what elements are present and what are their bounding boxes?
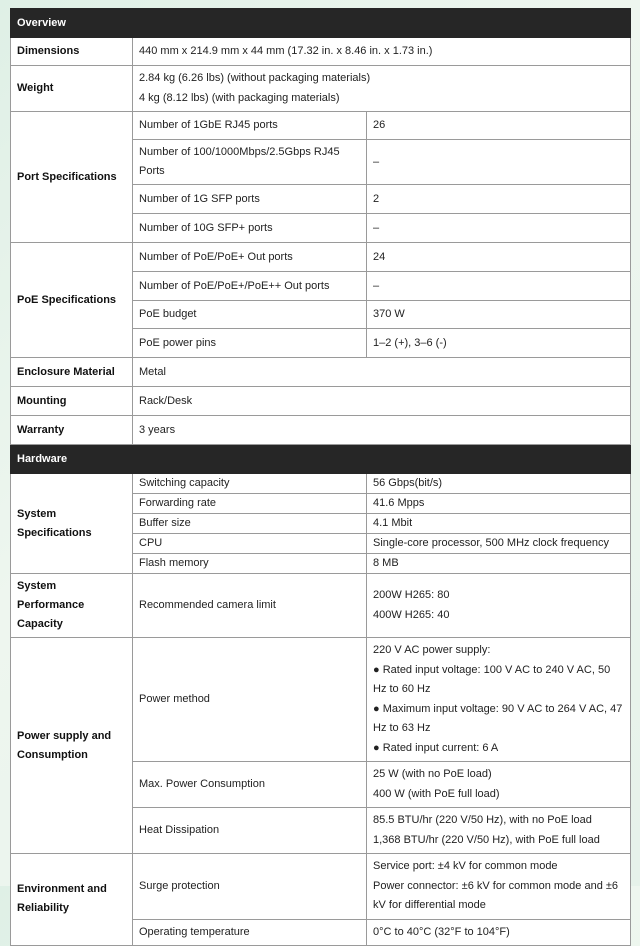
spec-value: –	[367, 272, 631, 301]
row-poe-spec	[11, 243, 631, 272]
value-line: Service port: ±4 kV for common mode	[373, 860, 558, 872]
value-line: 1,368 BTU/hr (220 V/50 Hz), with PoE full load	[373, 833, 600, 846]
value-line: Power connector: ±6 kV for common mode and ±6 kV for differential mode	[373, 879, 619, 911]
spec-value: 1–2 (+), 3–6 (-)	[367, 329, 631, 358]
spec-value: –	[367, 140, 631, 185]
value-line: 25 W (with no PoE load)	[373, 768, 492, 780]
spec-label: System Performance Capacity	[11, 574, 133, 638]
row-mounting	[11, 387, 631, 416]
value-line: 2.84 kg (6.26 lbs) (without packaging materials)	[139, 72, 371, 84]
spec-value: Rack/Desk	[133, 387, 631, 416]
value-line: ● Rated input current: 6 A	[373, 741, 499, 754]
value-line: 400W H265: 40	[373, 608, 450, 621]
spec-name: Surge protection	[133, 854, 367, 920]
spec-value: 370 W	[367, 301, 631, 329]
spec-value: 24	[367, 243, 631, 272]
spec-value: 8 MB	[367, 554, 631, 574]
spec-value: 3 years	[133, 416, 631, 445]
value-line: 220 V AC power supply:	[373, 644, 491, 656]
spec-value: 440 mm x 214.9 mm x 44 mm (17.32 in. x 8.46 in. x 1.73 in.)	[133, 38, 631, 66]
spec-label: Power supply and Consumption	[11, 638, 133, 854]
row-surge	[11, 854, 631, 920]
spec-value: Single-core processor, 500 MHz clock frequency	[367, 534, 631, 554]
spec-name: Number of 10G SFP+ ports	[133, 214, 367, 243]
row-system-spec	[11, 474, 631, 494]
spec-name: Switching capacity	[133, 474, 367, 494]
value-line: 85.5 BTU/hr (220 V/50 Hz), with no PoE load	[373, 814, 592, 826]
spec-name: Number of 100/1000Mbps/2.5Gbps RJ45 Ports	[133, 140, 367, 185]
row-port-spec	[11, 112, 631, 140]
spec-value: –	[367, 214, 631, 243]
section-title: Hardware	[11, 445, 631, 474]
value-line: ● Maximum input voltage: 90 V AC to 264 V AC, 47 Hz to 63 Hz	[373, 702, 623, 734]
spec-label: Dimensions	[11, 38, 133, 66]
spec-name: Buffer size	[133, 514, 367, 534]
spec-value	[367, 638, 631, 762]
spec-name: Number of 1G SFP ports	[133, 185, 367, 214]
spec-value: 4.1 Mbit	[367, 514, 631, 534]
spec-sheet	[10, 8, 630, 946]
row-system-performance	[11, 574, 631, 638]
spec-name: Power method	[133, 638, 367, 762]
row-warranty	[11, 416, 631, 445]
spec-name: PoE budget	[133, 301, 367, 329]
spec-value: 41.6 Mpps	[367, 494, 631, 514]
value-line: 400 W (with PoE full load)	[373, 787, 500, 800]
spec-value	[367, 854, 631, 920]
spec-value	[367, 574, 631, 638]
spec-name: Recommended camera limit	[133, 574, 367, 638]
row-enclosure	[11, 358, 631, 387]
spec-name: PoE power pins	[133, 329, 367, 358]
spec-value	[367, 808, 631, 854]
spec-value: 0°C to 40°C (32°F to 104°F)	[367, 919, 631, 945]
spec-label: Weight	[11, 66, 133, 112]
spec-name: Max. Power Consumption	[133, 762, 367, 808]
spec-name: Heat Dissipation	[133, 808, 367, 854]
value-line: 200W H265: 80	[373, 589, 450, 601]
spec-name: Number of 1GbE RJ45 ports	[133, 112, 367, 140]
row-weight	[11, 66, 631, 112]
spec-label: PoE Specifications	[11, 243, 133, 358]
spec-name: Number of PoE/PoE+ Out ports	[133, 243, 367, 272]
spec-value	[367, 762, 631, 808]
spec-name: Operating temperature	[133, 919, 367, 945]
spec-value: 26	[367, 112, 631, 140]
spec-label: Enclosure Material	[11, 358, 133, 387]
section-header-hardware	[11, 445, 631, 474]
spec-name: Number of PoE/PoE+/PoE++ Out ports	[133, 272, 367, 301]
spec-label: System Specifications	[11, 474, 133, 574]
spec-name: Flash memory	[133, 554, 367, 574]
spec-label: Environment and Reliability	[11, 854, 133, 946]
section-header-overview	[11, 9, 631, 38]
row-power-method	[11, 638, 631, 762]
spec-name: Forwarding rate	[133, 494, 367, 514]
spec-value: 56 Gbps(bit/s)	[367, 474, 631, 494]
value-line: 4 kg (8.12 lbs) (with packaging materials)	[139, 91, 340, 104]
value-line: ● Rated input voltage: 100 V AC to 240 V AC, 50 Hz to 60 Hz	[373, 663, 611, 695]
spec-table	[10, 8, 631, 946]
spec-label: Port Specifications	[11, 112, 133, 243]
spec-value: Metal	[133, 358, 631, 387]
spec-label: Warranty	[11, 416, 133, 445]
spec-value: 2	[367, 185, 631, 214]
row-dimensions	[11, 38, 631, 66]
spec-name: CPU	[133, 534, 367, 554]
section-title: Overview	[11, 9, 631, 38]
spec-value	[133, 66, 631, 112]
spec-label: Mounting	[11, 387, 133, 416]
